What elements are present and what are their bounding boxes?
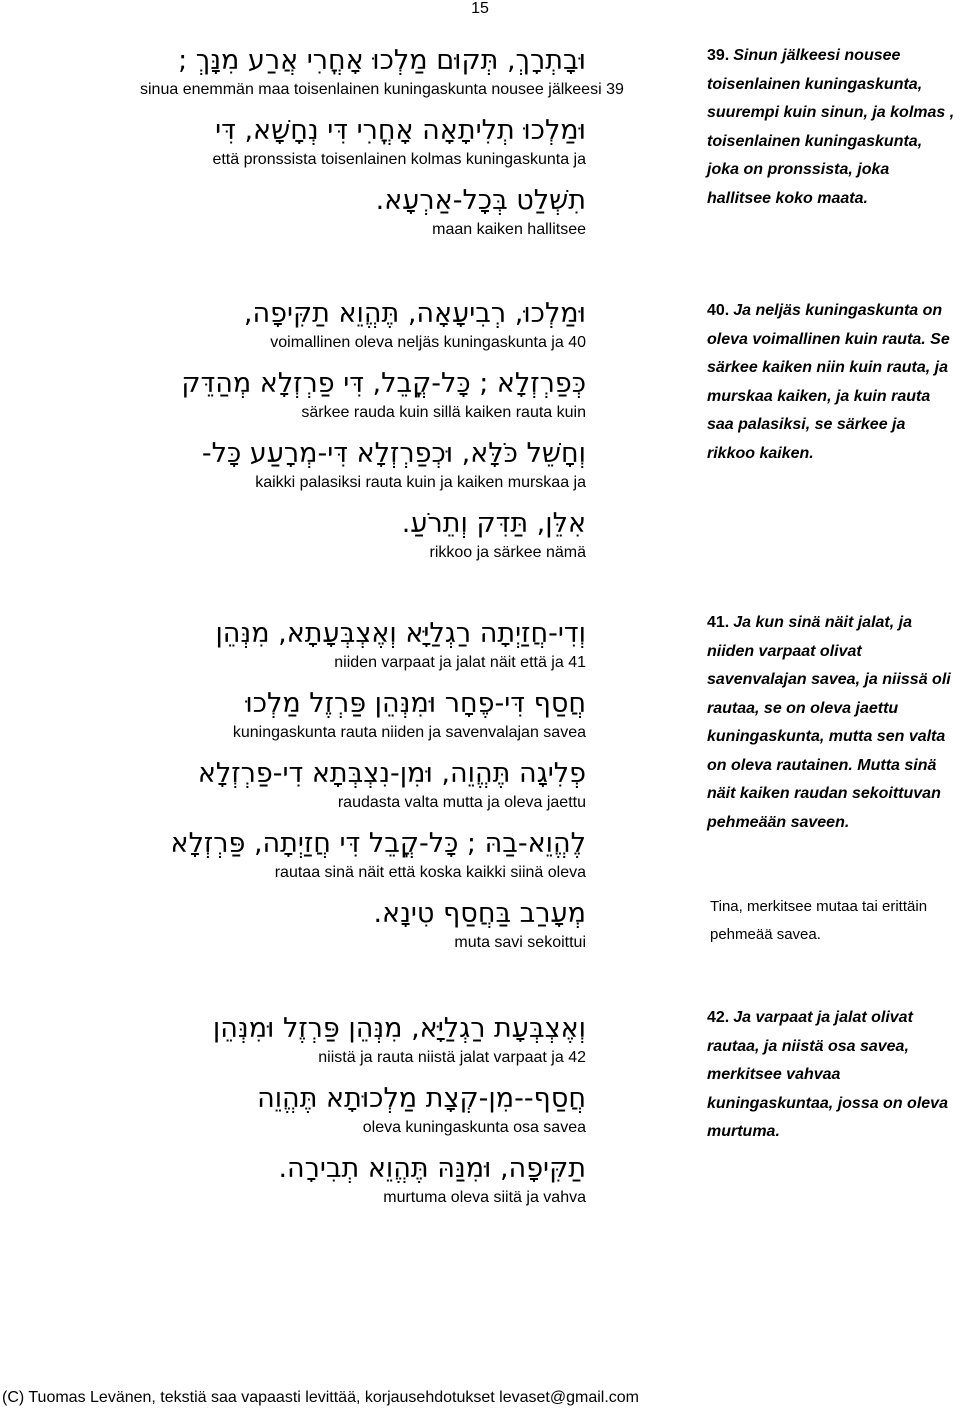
gloss-line: rikkoo ja särkee nämä	[429, 544, 586, 561]
gloss-line: särkee rauda kuin sillä kaiken rauta kuin	[301, 404, 586, 421]
translation-text: Ja neljäs kuningaskunta on oleva voimallinen kuin rauta. Se särkee kaiken niin kuin rauta, ja murskaa kaiken, ja kuin rauta saa palasiksi, se särkee ja rikkoo kaiken.	[707, 302, 950, 462]
copyright-footer: (C) Tuomas Levänen, tekstiä saa vapaasti levittää, korjausehdotukset levaset@gmail.com	[2, 1389, 639, 1406]
verse-number: 39.	[707, 47, 730, 64]
translation-text: Sinun jälkeesi nousee toisenlainen kuningaskunta, suurempi kuin sinun, ja kolmas , toisenlainen kuningaskunta, joka on pronssista, joka hallitsee koko maata.	[707, 47, 955, 207]
footnote: Tina, merkitsee mutaa tai erittäin pehmeää savea.	[710, 898, 928, 943]
gloss-line: maan kaiken hallitsee	[432, 221, 586, 238]
gloss-line: niiden varpaat ja jalat näit että ja 41	[334, 654, 586, 671]
translation	[707, 1004, 957, 1147]
verse-number: 41.	[707, 614, 730, 631]
gloss-line: voimallinen oleva neljäs kuningaskunta ja 40	[270, 334, 586, 351]
gloss-line: murtuma oleva siitä ja vahva	[383, 1189, 586, 1206]
translation	[707, 297, 957, 468]
gloss-line: raudasta valta mutta ja oleva jaettu	[337, 794, 586, 811]
gloss-line: rautaa sinä näit että koska kaikki siinä oleva	[274, 864, 586, 881]
hebrew-line: וְאֶצְבְּעָת רַגְלַיָּא, מִנְּהֵן פַּרְזֶל וּמִנְּהֵן	[212, 1013, 586, 1044]
interlinear-block	[140, 297, 586, 577]
translation-text: Ja kun sinä näit jalat, ja niiden varpaat olivat savenvalajan savea, ja niissä oli rautaa, se on oleva jaettu kuningaskunta, mutta sen valta on oleva rautainen. Mutta sinä näit kaiken raudan sekoittuvan pehmeään saveen.	[707, 614, 951, 831]
gloss-line: kuningaskunta rauta niiden ja savenvalajan savea	[232, 724, 586, 741]
hebrew-line: חֲסַף--מִן-קְצָת מַלְכוּתָא תֶּהֱוֵה	[257, 1083, 586, 1114]
hebrew-line: מְעָרַב בַּחֲסַף טִינָא.	[373, 898, 586, 929]
hebrew-line: תַקִּיפָה, וּמִנַּהּ תֶּהֱוֵא תְבִירָה.	[278, 1153, 586, 1184]
hebrew-line: אִלֵּן, תַּדִּק וְתֵרֹעַ.	[401, 508, 586, 539]
hebrew-line: וְחָשֵׁל כֹּלָּא, וּכְפַרְזְלָא דִּי-מְרָעַע כָּל-	[201, 438, 586, 469]
gloss-line: niistä ja rauta niistä jalat varpaat ja 42	[318, 1049, 586, 1066]
gloss-line: kaikki palasiksi rauta kuin ja kaiken murskaa ja	[255, 474, 586, 491]
hebrew-line: וּבָתְרָךְ, תְּקוּם מַלְכוּ אָחֳרִי אֲרַע מִנָּךְ ;	[178, 45, 586, 76]
gloss-line: oleva kuningaskunta osa savea	[362, 1119, 586, 1136]
translation	[707, 42, 957, 213]
hebrew-line: תִשְׁלַט בְּכָל-אַרְעָא.	[375, 185, 586, 216]
translation-text: Ja varpaat ja jalat olivat rautaa, ja niistä osa savea, merkitsee vahvaa kuningaskuntaa, jossa on oleva murtuma.	[707, 1009, 948, 1140]
interlinear-block	[140, 617, 586, 967]
translation	[707, 609, 957, 837]
gloss-line: sinua enemmän maa toisenlainen kuningaskunta nousee jälkeesi 39	[140, 81, 624, 98]
hebrew-line: וּמַלְכוּ תְלִיתָאָה אָחֳרִי דִּי נְחָשָׁא, דִּי	[215, 115, 586, 146]
verse-number: 42.	[707, 1009, 730, 1026]
gloss-line: että pronssista toisenlainen kolmas kuningaskunta ja	[212, 151, 586, 168]
hebrew-line: וּמַלְכוּ, רְבִיעָאָה, תֶּהֱוֵא תַקִּיפָה,	[243, 298, 586, 329]
hebrew-line: וְדִי-חֲזַיְתָה רַגְלַיָּא וְאֶצְבְּעָתָא, מִנְּהֵן	[215, 618, 586, 649]
interlinear-block	[140, 1012, 586, 1222]
verse-number: 40.	[707, 302, 730, 319]
hebrew-line: פְלִיגָה תֶּהֱוֵה, וּמִן-נִצְבְּתָא דִי-פַרְזְלָא	[197, 758, 586, 789]
hebrew-line: חֲסַף דִּי-פֶחָר וּמִנְּהֵן פַּרְזֶל מַלְכוּ	[245, 688, 586, 719]
hebrew-line: כְּפַרְזְלָא ; כָּל-קֳבֵל, דִּי פַרְזְלָא מְהַדֵּק	[181, 368, 586, 399]
interlinear-block	[140, 44, 624, 254]
gloss-line: muta savi sekoittui	[454, 934, 586, 951]
page-number: 15	[471, 0, 489, 17]
hebrew-line: לֶהֱוֵא-בַהּ ; כָּל-קֳבֵל דִּי חֲזַיְתָה, פַּרְזְלָא	[170, 828, 586, 859]
